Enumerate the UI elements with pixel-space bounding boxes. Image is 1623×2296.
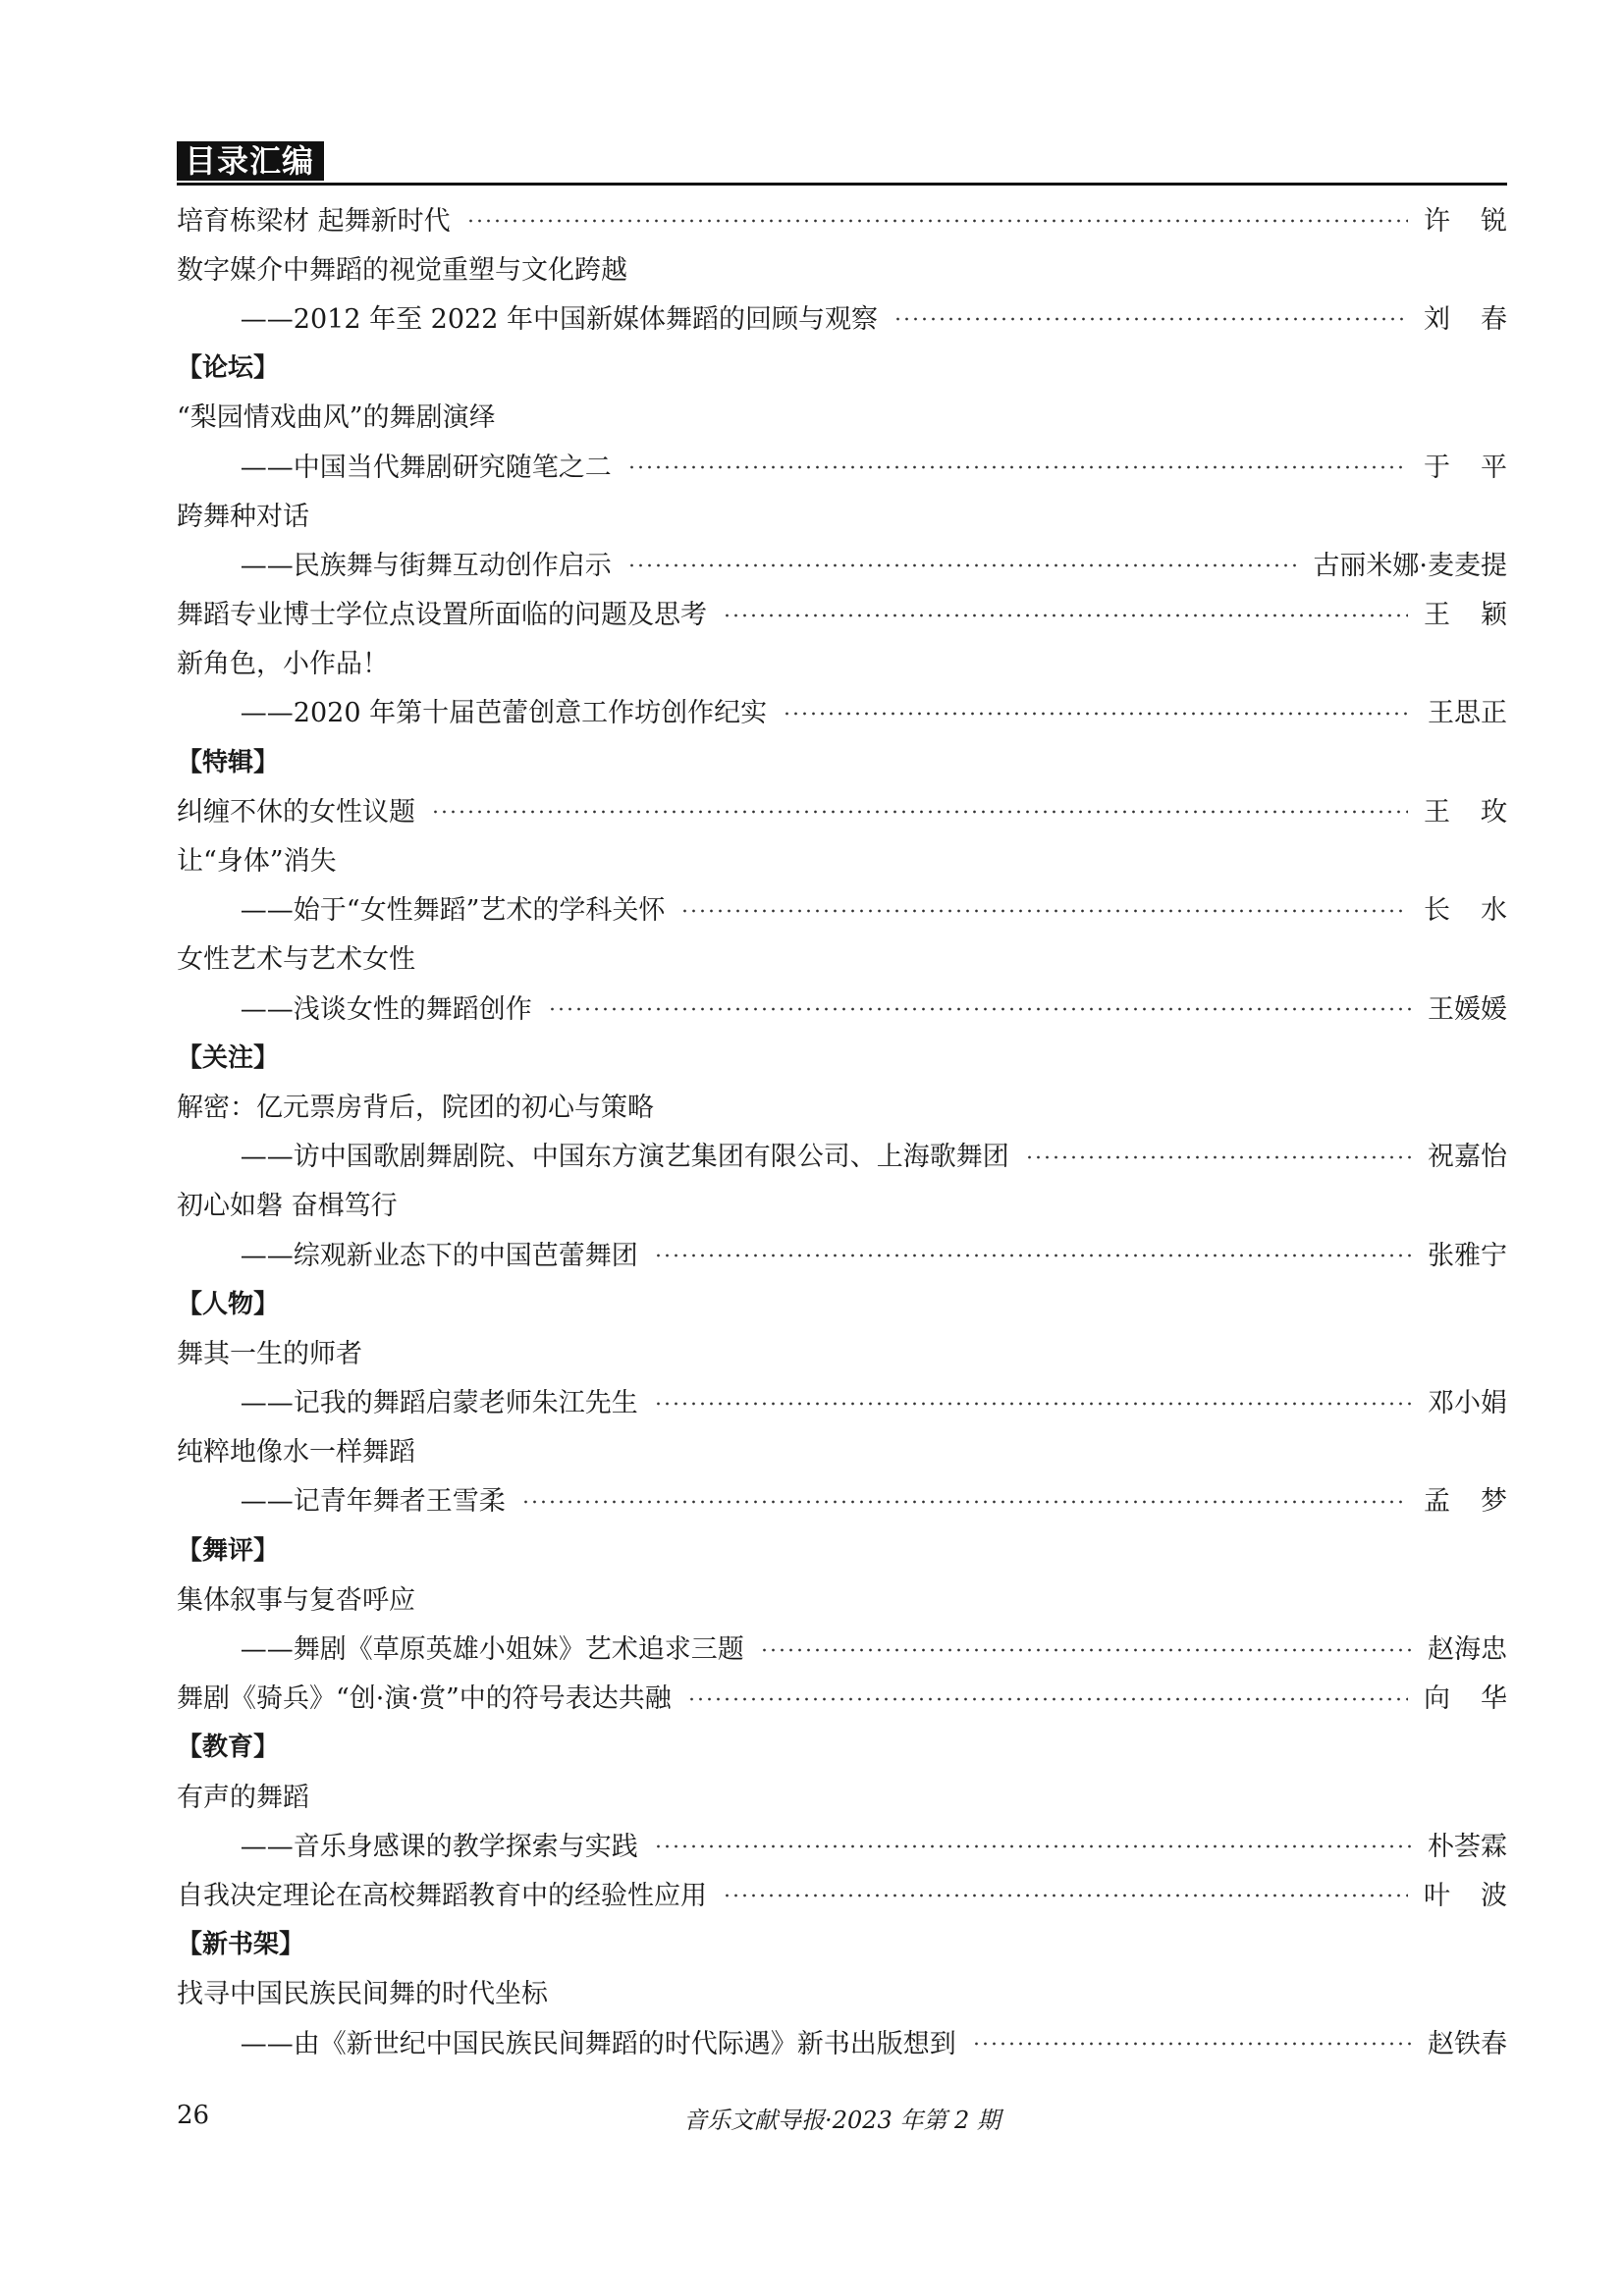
page-number: 26: [177, 2101, 210, 2130]
entry-title: 舞蹈专业博士学位点设置所面临的问题及思考: [177, 600, 707, 631]
entry-author: [1424, 446, 1507, 484]
toc-entry: [177, 637, 1507, 686]
section-title: 目录汇编: [177, 141, 324, 181]
toc-entry: [177, 1868, 1507, 1917]
entry-title: 女性艺术与艺术女性: [177, 944, 415, 976]
section-label: 【关注】: [177, 1042, 280, 1073]
toc-entry: [177, 391, 1507, 440]
section-heading: [177, 735, 1507, 784]
author-char: 王: [1424, 600, 1450, 631]
author-char: 波: [1481, 1880, 1507, 1911]
dot-leader: [893, 316, 1408, 322]
toc-subtitle-row: [177, 1622, 1507, 1671]
author-char: 平: [1481, 452, 1507, 483]
entry-title: “梨园情戏曲风”的舞剧演绎: [177, 402, 496, 434]
author-char: 许: [1424, 205, 1450, 237]
entry-title: ——始于“女性舞蹈”艺术的学科关怀: [240, 895, 666, 927]
entry-title: 找寻中国民族民间舞的时代坐标: [177, 1979, 548, 2010]
section-label: 【特辑】: [177, 747, 280, 777]
page-footer: [177, 2101, 1507, 2140]
toc-entry: [177, 1326, 1507, 1375]
dot-leader: [627, 562, 1298, 568]
entry-author: 古丽米娜·麦麦提: [1313, 550, 1507, 581]
entry-title: 有声的舞蹈: [177, 1782, 309, 1813]
entry-title: ——民族舞与街舞互动创作启示: [240, 550, 612, 581]
toc-entry: [177, 1672, 1507, 1721]
dot-leader: [1025, 1154, 1412, 1160]
toc-subtitle-row: [177, 1474, 1507, 1523]
entry-author: [1424, 593, 1507, 631]
dot-leader: [431, 809, 1408, 815]
entry-title: ——记我的舞蹈启蒙老师朱江先生: [240, 1388, 638, 1419]
toc-subtitle-row: [177, 883, 1507, 933]
dot-leader: [687, 1696, 1408, 1702]
dot-leader: [723, 613, 1408, 618]
dot-leader: [627, 464, 1408, 470]
toc-entry: [177, 1770, 1507, 1819]
dot-leader: [548, 1006, 1412, 1012]
toc-subtitle-row: [177, 1130, 1507, 1179]
dot-leader: [466, 218, 1408, 224]
entry-title: 让“身体”消失: [177, 846, 337, 878]
toc-entry: [177, 242, 1507, 292]
section-label: 【新书架】: [177, 1930, 305, 1960]
dot-leader: [783, 711, 1412, 717]
entry-author: 邓小娟: [1428, 1388, 1507, 1419]
author-char: 长: [1424, 895, 1450, 927]
section-label: 【舞评】: [177, 1535, 280, 1566]
author-char: 颖: [1481, 600, 1507, 631]
toc-subtitle-row: [177, 292, 1507, 341]
entry-title: ——2012 年至 2022 年中国新媒体舞蹈的回顾与观察: [240, 303, 878, 335]
author-char: 于: [1424, 452, 1450, 483]
author-char: 梦: [1481, 1486, 1507, 1518]
author-char: 孟: [1424, 1486, 1450, 1518]
author-char: 春: [1481, 303, 1507, 335]
table-of-contents: [177, 193, 1507, 2065]
toc-entry: [177, 193, 1507, 242]
toc-subtitle-row: [177, 1819, 1507, 1868]
entry-title: 初心如磐 奋楫笃行: [177, 1191, 398, 1222]
section-heading: [177, 1918, 1507, 1967]
author-char: 水: [1481, 895, 1507, 927]
author-char: 华: [1481, 1683, 1507, 1715]
entry-title: 纯粹地像水一样舞蹈: [177, 1437, 415, 1468]
entry-title: 舞剧《骑兵》“创·演·赏”中的符号表达共融: [177, 1683, 672, 1715]
author-char: 叶: [1424, 1880, 1450, 1911]
section-heading: [177, 1031, 1507, 1080]
author-char: 向: [1424, 1683, 1450, 1715]
entry-author: 王媛媛: [1428, 993, 1507, 1025]
entry-author: [1424, 199, 1507, 238]
toc-subtitle-row: [177, 1376, 1507, 1425]
section-heading: [177, 342, 1507, 391]
toc-entry: [177, 933, 1507, 982]
dot-leader: [654, 1253, 1412, 1258]
entry-author: 王思正: [1428, 698, 1507, 729]
dot-leader: [972, 2041, 1412, 2047]
dot-leader: [723, 1893, 1408, 1898]
entry-title: ——中国当代舞剧研究随笔之二: [240, 452, 612, 483]
toc-entry: [177, 1573, 1507, 1622]
dot-leader: [654, 1843, 1412, 1849]
entry-title: ——舞剧《草原英雄小姐妹》艺术追求三题: [240, 1634, 744, 1666]
entry-title: ——2020 年第十届芭蕾创意工作坊创作纪实: [240, 698, 768, 729]
section-heading: [177, 1721, 1507, 1770]
author-char: 玫: [1481, 796, 1507, 828]
entry-title: 跨舞种对话: [177, 501, 309, 532]
entry-title: 解密：亿元票房背后，院团的初心与策略: [177, 1092, 654, 1123]
section-heading: [177, 1523, 1507, 1573]
entry-title: ——记青年舞者王雪柔: [240, 1486, 506, 1518]
entry-title: 纠缠不休的女性议题: [177, 796, 415, 828]
entry-author: [1424, 1874, 1507, 1912]
entry-title: 舞其一生的师者: [177, 1338, 362, 1369]
toc-subtitle-row: [177, 686, 1507, 735]
toc-subtitle-row: [177, 1228, 1507, 1277]
dot-leader: [654, 1401, 1412, 1407]
section-label: 【教育】: [177, 1733, 280, 1763]
section-label: 【人物】: [177, 1289, 280, 1319]
entry-title: 数字媒介中舞蹈的视觉重塑与文化跨越: [177, 254, 627, 286]
toc-subtitle-row: [177, 982, 1507, 1031]
toc-entry: [177, 833, 1507, 882]
entry-title: 自我决定理论在高校舞蹈教育中的经验性应用: [177, 1880, 707, 1911]
journal-name: 音乐文献导报·2023 年第 2 期: [683, 2107, 1001, 2134]
entry-author: 张雅宁: [1428, 1240, 1507, 1271]
dot-leader: [760, 1647, 1412, 1653]
toc-entry: [177, 1080, 1507, 1129]
toc-entry: [177, 489, 1507, 538]
dot-leader: [521, 1499, 1408, 1505]
section-header: [177, 141, 1507, 186]
entry-title: 集体叙事与复沓呼应: [177, 1584, 415, 1616]
toc-entry: [177, 1179, 1507, 1228]
entry-title: 培育栋梁材 起舞新时代: [177, 205, 451, 237]
entry-author: 赵海忠: [1428, 1634, 1507, 1666]
entry-title: ——访中国歌剧舞剧院、中国东方演艺集团有限公司、上海歌舞团: [240, 1142, 1009, 1173]
author-char: 锐: [1481, 205, 1507, 237]
entry-author: [1424, 1479, 1507, 1518]
toc-entry: [177, 1425, 1507, 1474]
toc-entry: [177, 588, 1507, 637]
entry-author: 朴荟霖: [1428, 1831, 1507, 1862]
toc-subtitle-row: [177, 538, 1507, 587]
entry-author: [1424, 888, 1507, 927]
entry-author: [1424, 790, 1507, 828]
author-char: 王: [1424, 796, 1450, 828]
author-char: 刘: [1424, 303, 1450, 335]
entry-author: [1424, 297, 1507, 336]
toc-subtitle-row: [177, 2016, 1507, 2065]
entry-author: [1424, 1677, 1507, 1715]
toc-entry: [177, 784, 1507, 833]
entry-title: ——浅谈女性的舞蹈创作: [240, 993, 532, 1025]
entry-title: ——综观新业态下的中国芭蕾舞团: [240, 1240, 638, 1271]
toc-subtitle-row: [177, 440, 1507, 489]
entry-author: 祝嘉怡: [1428, 1142, 1507, 1173]
entry-author: 赵铁春: [1428, 2028, 1507, 2059]
toc-entry: [177, 1967, 1507, 2016]
entry-title: ——由《新世纪中国民族民间舞蹈的时代际遇》新书出版想到: [240, 2028, 956, 2059]
entry-title: ——音乐身感课的教学探索与实践: [240, 1831, 638, 1862]
section-label: 【论坛】: [177, 353, 280, 384]
dot-leader: [680, 908, 1408, 914]
section-heading: [177, 1277, 1507, 1326]
entry-title: 新角色，小作品！: [177, 649, 389, 680]
